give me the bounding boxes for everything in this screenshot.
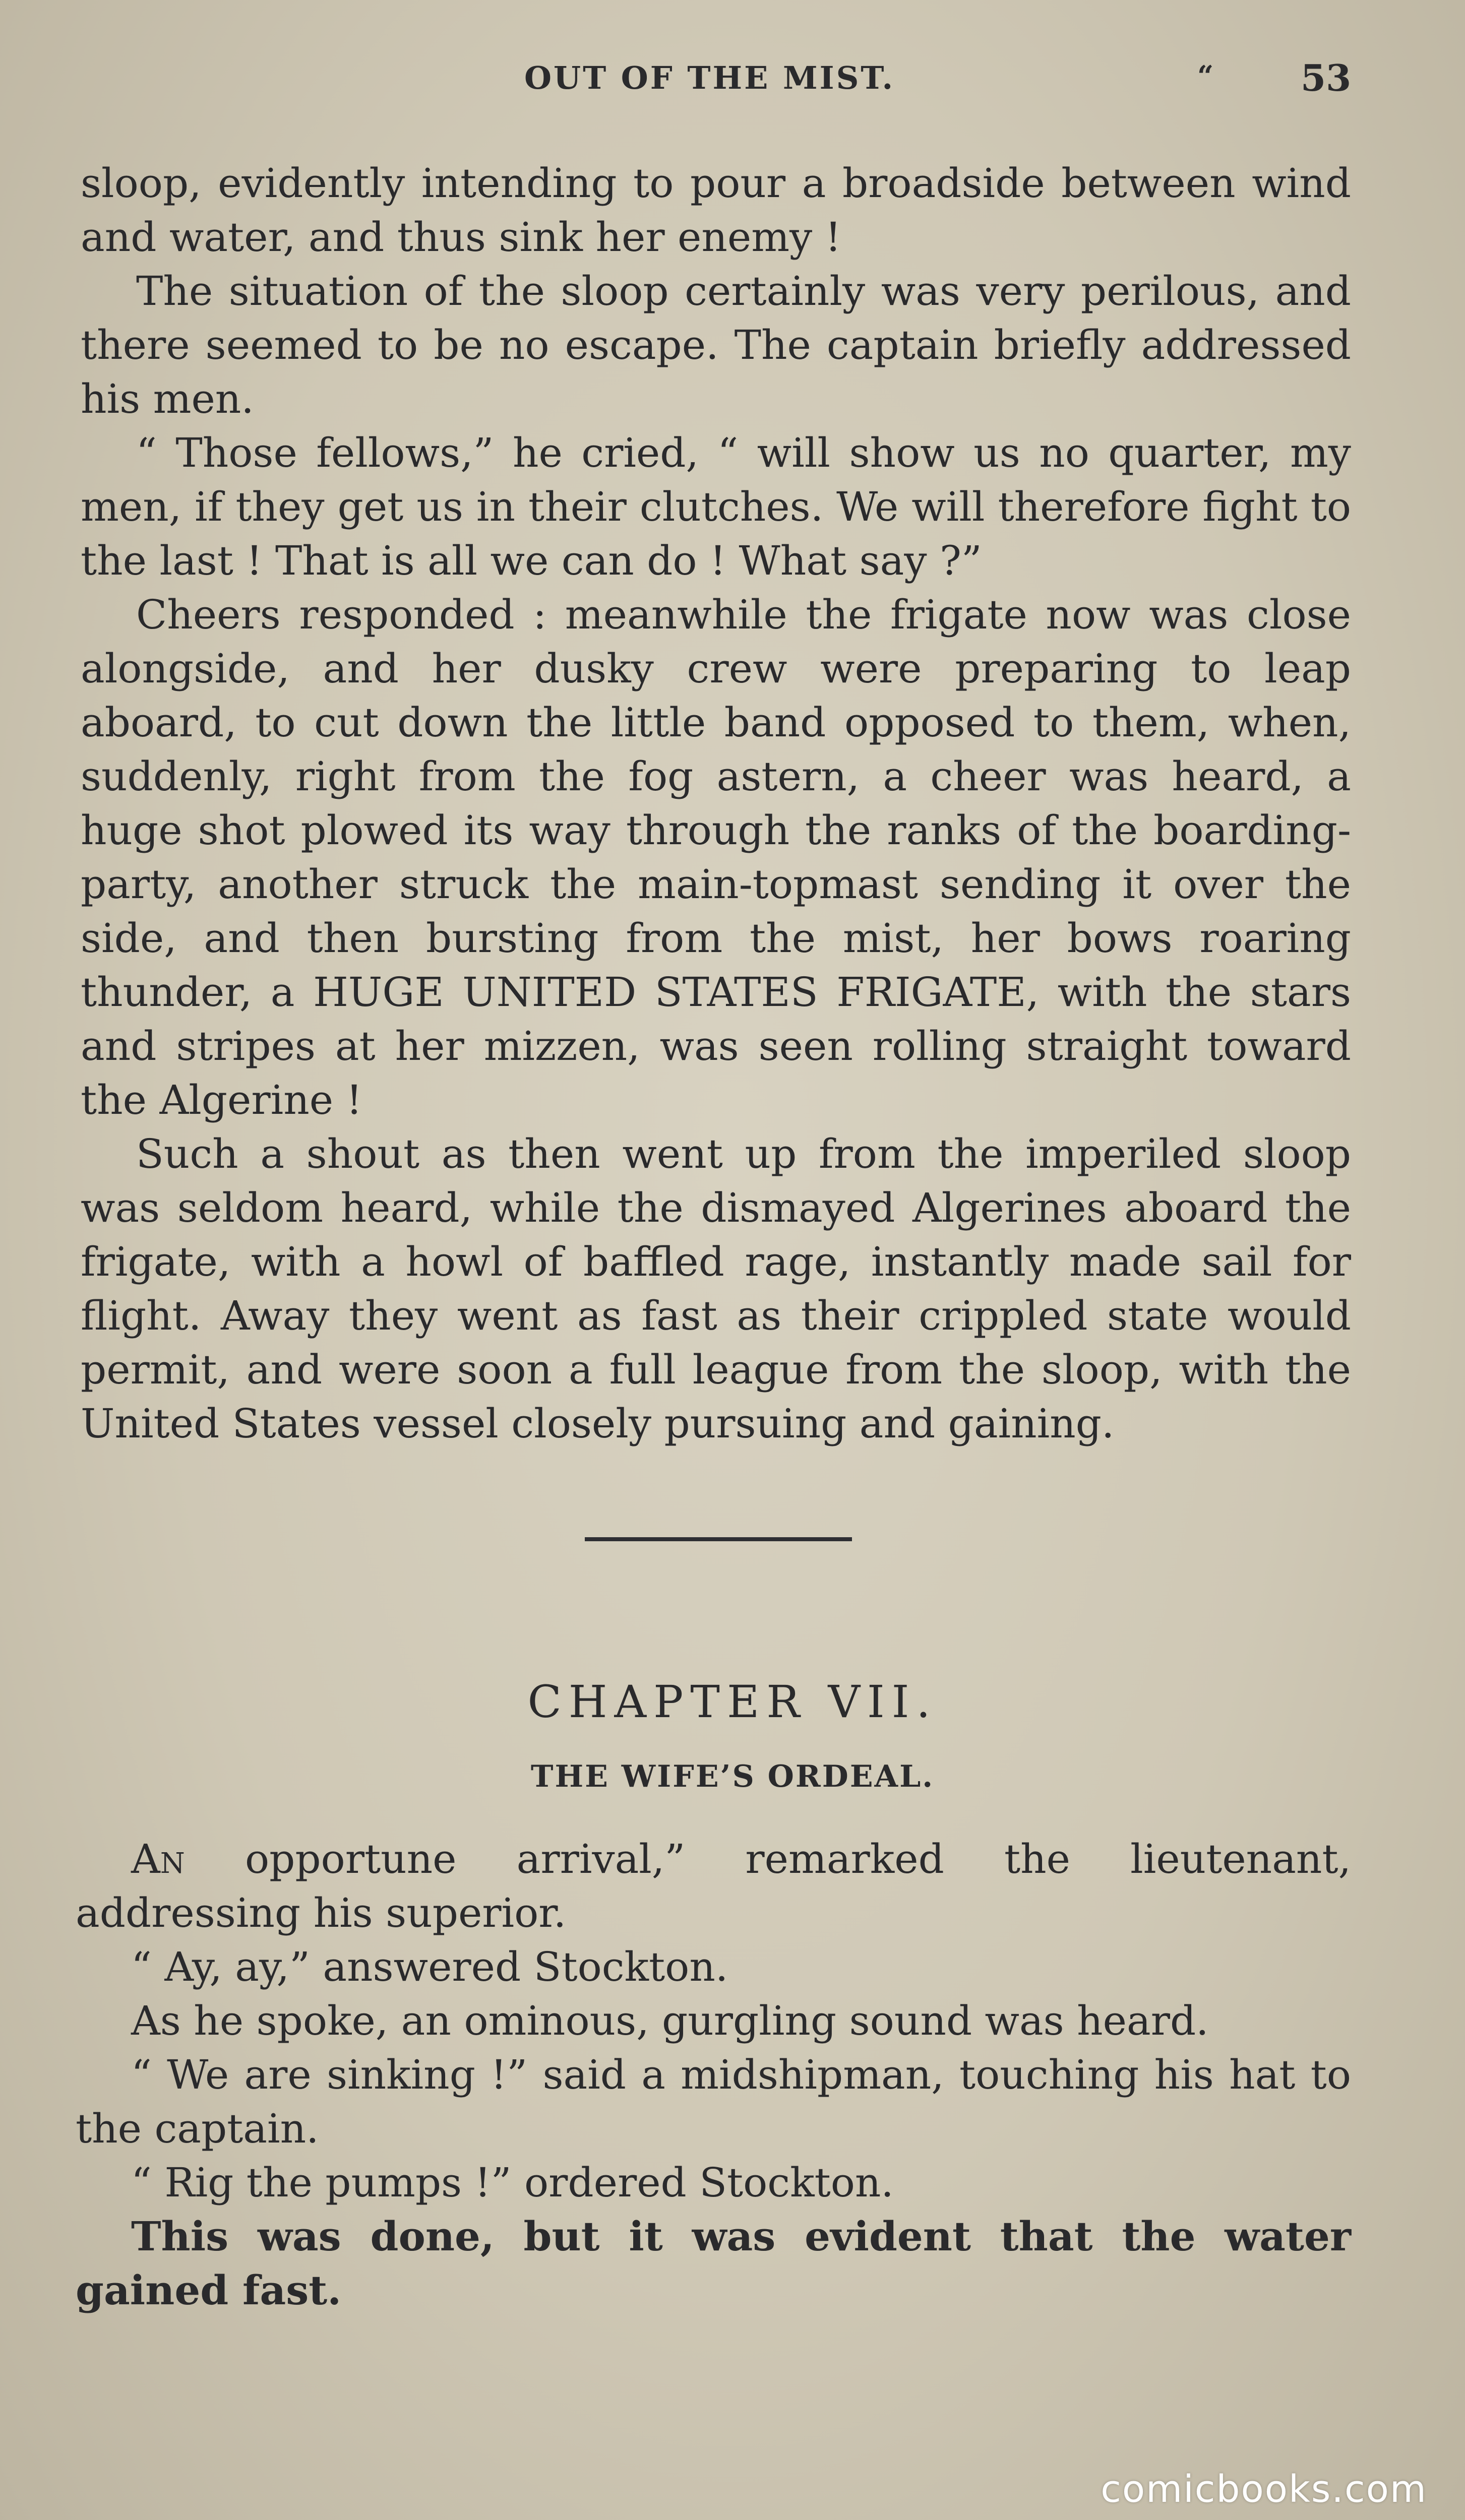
- watermark: comicbooks.com: [1101, 2468, 1427, 2511]
- paragraph-text: opportune arrival,” remarked the lieutenant, addressing his superior.: [76, 1836, 1351, 1936]
- drop-cap: An: [131, 1836, 185, 1882]
- page-number: 53: [1301, 56, 1352, 99]
- paragraph: The situation of the sloop certainly was very perilous, and there seemed to be no escape. The captain briefly addressed his men.: [81, 268, 1351, 422]
- paragraph: “ Rig the pumps !” ordered Stockton.: [131, 2159, 894, 2206]
- paragraph: “ Ay, ay,” answered Stockton.: [131, 1943, 728, 1990]
- paragraph: “ Those fellows,” he cried, “ will show us no quarter, my men, if they get us in their clutches. We will therefore fight to the last ! That is all we can do ! What say ?”: [81, 429, 1351, 584]
- running-title: OUT OF THE MIST.: [524, 59, 895, 96]
- section-divider-rule: [585, 1537, 852, 1541]
- running-head: [0, 56, 1465, 105]
- paragraph: As he spoke, an ominous, gurgling sound was heard.: [131, 1997, 1209, 2044]
- paragraph: This was done, but it was evident that the water gained fast.: [76, 2213, 1351, 2314]
- paragraph: sloop, evidently intending to pour a broadside between wind and water, and thus sink her enemy !: [81, 160, 1351, 261]
- paragraph: “ We are sinking !” said a midshipman, touching his hat to the captain.: [76, 2051, 1351, 2152]
- body-text-lower: [76, 1832, 1351, 2317]
- paragraph: Cheers responded : meanwhile the frigate now was close alongside, and her dusky crew were preparing to leap aboard, to cut down the little band opposed to them, when, suddenly, right from the fog astern, a cheer was heard, a huge shot plowed its way through the ranks of the boarding-party, another struck the main-topmast sending it over the side, and then bursting from the mist, her bows roaring thunder, a HUGE UNITED STATES FRIGATE, with the stars and stripes at her mizzen, was seen rolling straight toward the Algerine !: [81, 591, 1351, 1123]
- body-text-upper: [81, 156, 1351, 1451]
- running-head-mark: “: [1197, 59, 1214, 93]
- chapter-title: CHAPTER VII.: [527, 1676, 938, 1728]
- chapter-subtitle: THE WIFE’S ORDEAL.: [530, 1759, 935, 1794]
- paragraph: Such a shout as then went up from the imperiled sloop was seldom heard, while the dismayed Algerines aboard the frigate, with a howl of baffled rage, instantly made sail for flight. Away they went as fast as their crippled state would permit, and were soon a full league from the sloop, with the United States vessel closely pursuing and gaining.: [81, 1130, 1351, 1447]
- paragraph: [76, 1832, 1351, 1940]
